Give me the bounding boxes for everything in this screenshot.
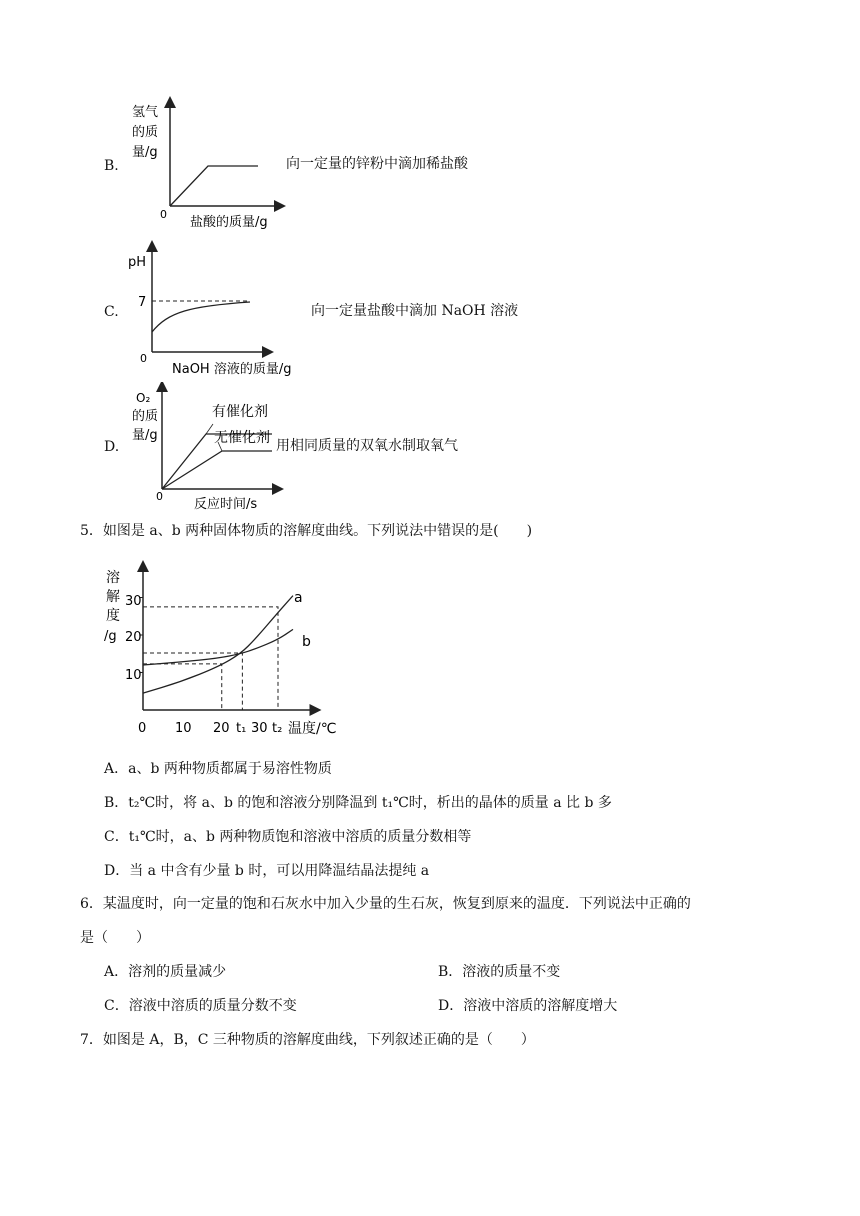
q5-solubility-chart	[98, 560, 348, 744]
option-d-letter: D.	[104, 439, 120, 455]
q6-option-c: C．溶液中溶质的质量分数不变	[104, 998, 297, 1014]
no-catalyst-label: 无催化剂	[214, 430, 270, 446]
xlabel: 反应时间/s	[194, 497, 258, 512]
ylabel-line-3: 量/g	[132, 428, 158, 443]
catalyst-label-pointer	[206, 424, 213, 434]
xlabel: 盐酸的质量/g	[190, 215, 268, 230]
origin-label: 0	[140, 352, 147, 365]
no-catalyst-curve	[162, 451, 272, 489]
ylabel-char-1: 溶	[106, 570, 120, 586]
ytick-20: 20	[125, 630, 142, 645]
q6-option-d: D．溶液中溶质的溶解度增大	[438, 998, 618, 1014]
q7-stem: 7．如图是 A，B，C 三种物质的溶解度曲线，下列叙述正确的是（ ）	[80, 1032, 535, 1048]
catalyst-label: 有催化剂	[212, 404, 268, 420]
origin-label: 0	[156, 490, 163, 503]
xtick-10: 10	[175, 721, 192, 736]
option-d-graph	[118, 382, 293, 514]
xtick-0: 0	[138, 721, 147, 736]
option-b-graph	[118, 96, 288, 232]
q6-stem-line-1: 6．某温度时，向一定量的饱和石灰水中加入少量的生石灰，恢复到原来的温度．下列说法中正确的	[80, 896, 691, 912]
ytick-30: 30	[125, 594, 142, 609]
option-c-letter: C.	[104, 304, 119, 320]
ylabel-line-1: O₂	[136, 391, 151, 405]
q5-stem: 5．如图是 a、b 两种固体物质的溶解度曲线。下列说法中错误的是( )	[80, 523, 533, 539]
xtick-t1: t₁	[236, 721, 247, 736]
ylabel-char-3: 度	[106, 608, 120, 624]
ylabel-unit: /g	[104, 629, 117, 644]
option-b-description: 向一定量的锌粉中滴加稀盐酸	[286, 156, 468, 172]
series-b-curve	[143, 629, 293, 665]
q5-option-d: D．当 a 中含有少量 b 时，可以用降温结晶法提纯 a	[104, 863, 430, 879]
xtick-20: 20	[213, 721, 230, 736]
q6-stem-line-2: 是（ ）	[80, 930, 150, 946]
q5-option-c: C．t₁℃时，a、b 两种物质饱和溶液中溶质的质量分数相等	[104, 829, 472, 845]
q5-option-b: B．t₂℃时，将 a、b 的饱和溶液分别降温到 t₁℃时，析出的晶体的质量 a 比 b 多	[104, 795, 612, 811]
option-b-letter: B.	[104, 158, 119, 174]
series-a-curve	[143, 596, 293, 694]
xtick-t2: t₂	[272, 721, 283, 736]
option-c-graph	[118, 236, 308, 380]
ytick-7: 7	[138, 295, 147, 310]
q6-option-a: A．溶剂的质量减少	[104, 964, 227, 980]
origin-label: 0	[160, 208, 167, 221]
q6-option-b: B．溶液的质量不变	[438, 964, 561, 980]
ytick-10: 10	[125, 668, 142, 683]
series-b-label: b	[302, 634, 311, 650]
ylabel: pH	[128, 255, 147, 270]
series-a-label: a	[294, 590, 303, 606]
option-c-description: 向一定量盐酸中滴加 NaOH 溶液	[311, 303, 519, 319]
q5-option-a: A．a、b 两种物质都属于易溶性物质	[104, 761, 332, 777]
ph-curve	[152, 302, 250, 332]
h2-curve	[170, 166, 258, 206]
ylabel-line-2: 的质	[132, 125, 159, 140]
ylabel-char-2: 解	[106, 589, 120, 605]
xlabel: NaOH 溶液的质量/g	[172, 362, 292, 377]
ylabel-line-1: 氢气	[132, 105, 159, 120]
t20-guide	[143, 664, 222, 710]
ylabel-line-3: 量/g	[132, 145, 158, 160]
xtick-30: 30	[251, 721, 268, 736]
xlabel: 温度/℃	[288, 721, 337, 737]
ylabel-line-2: 的质	[132, 409, 159, 424]
option-d-description: 用相同质量的双氧水制取氧气	[276, 438, 458, 454]
